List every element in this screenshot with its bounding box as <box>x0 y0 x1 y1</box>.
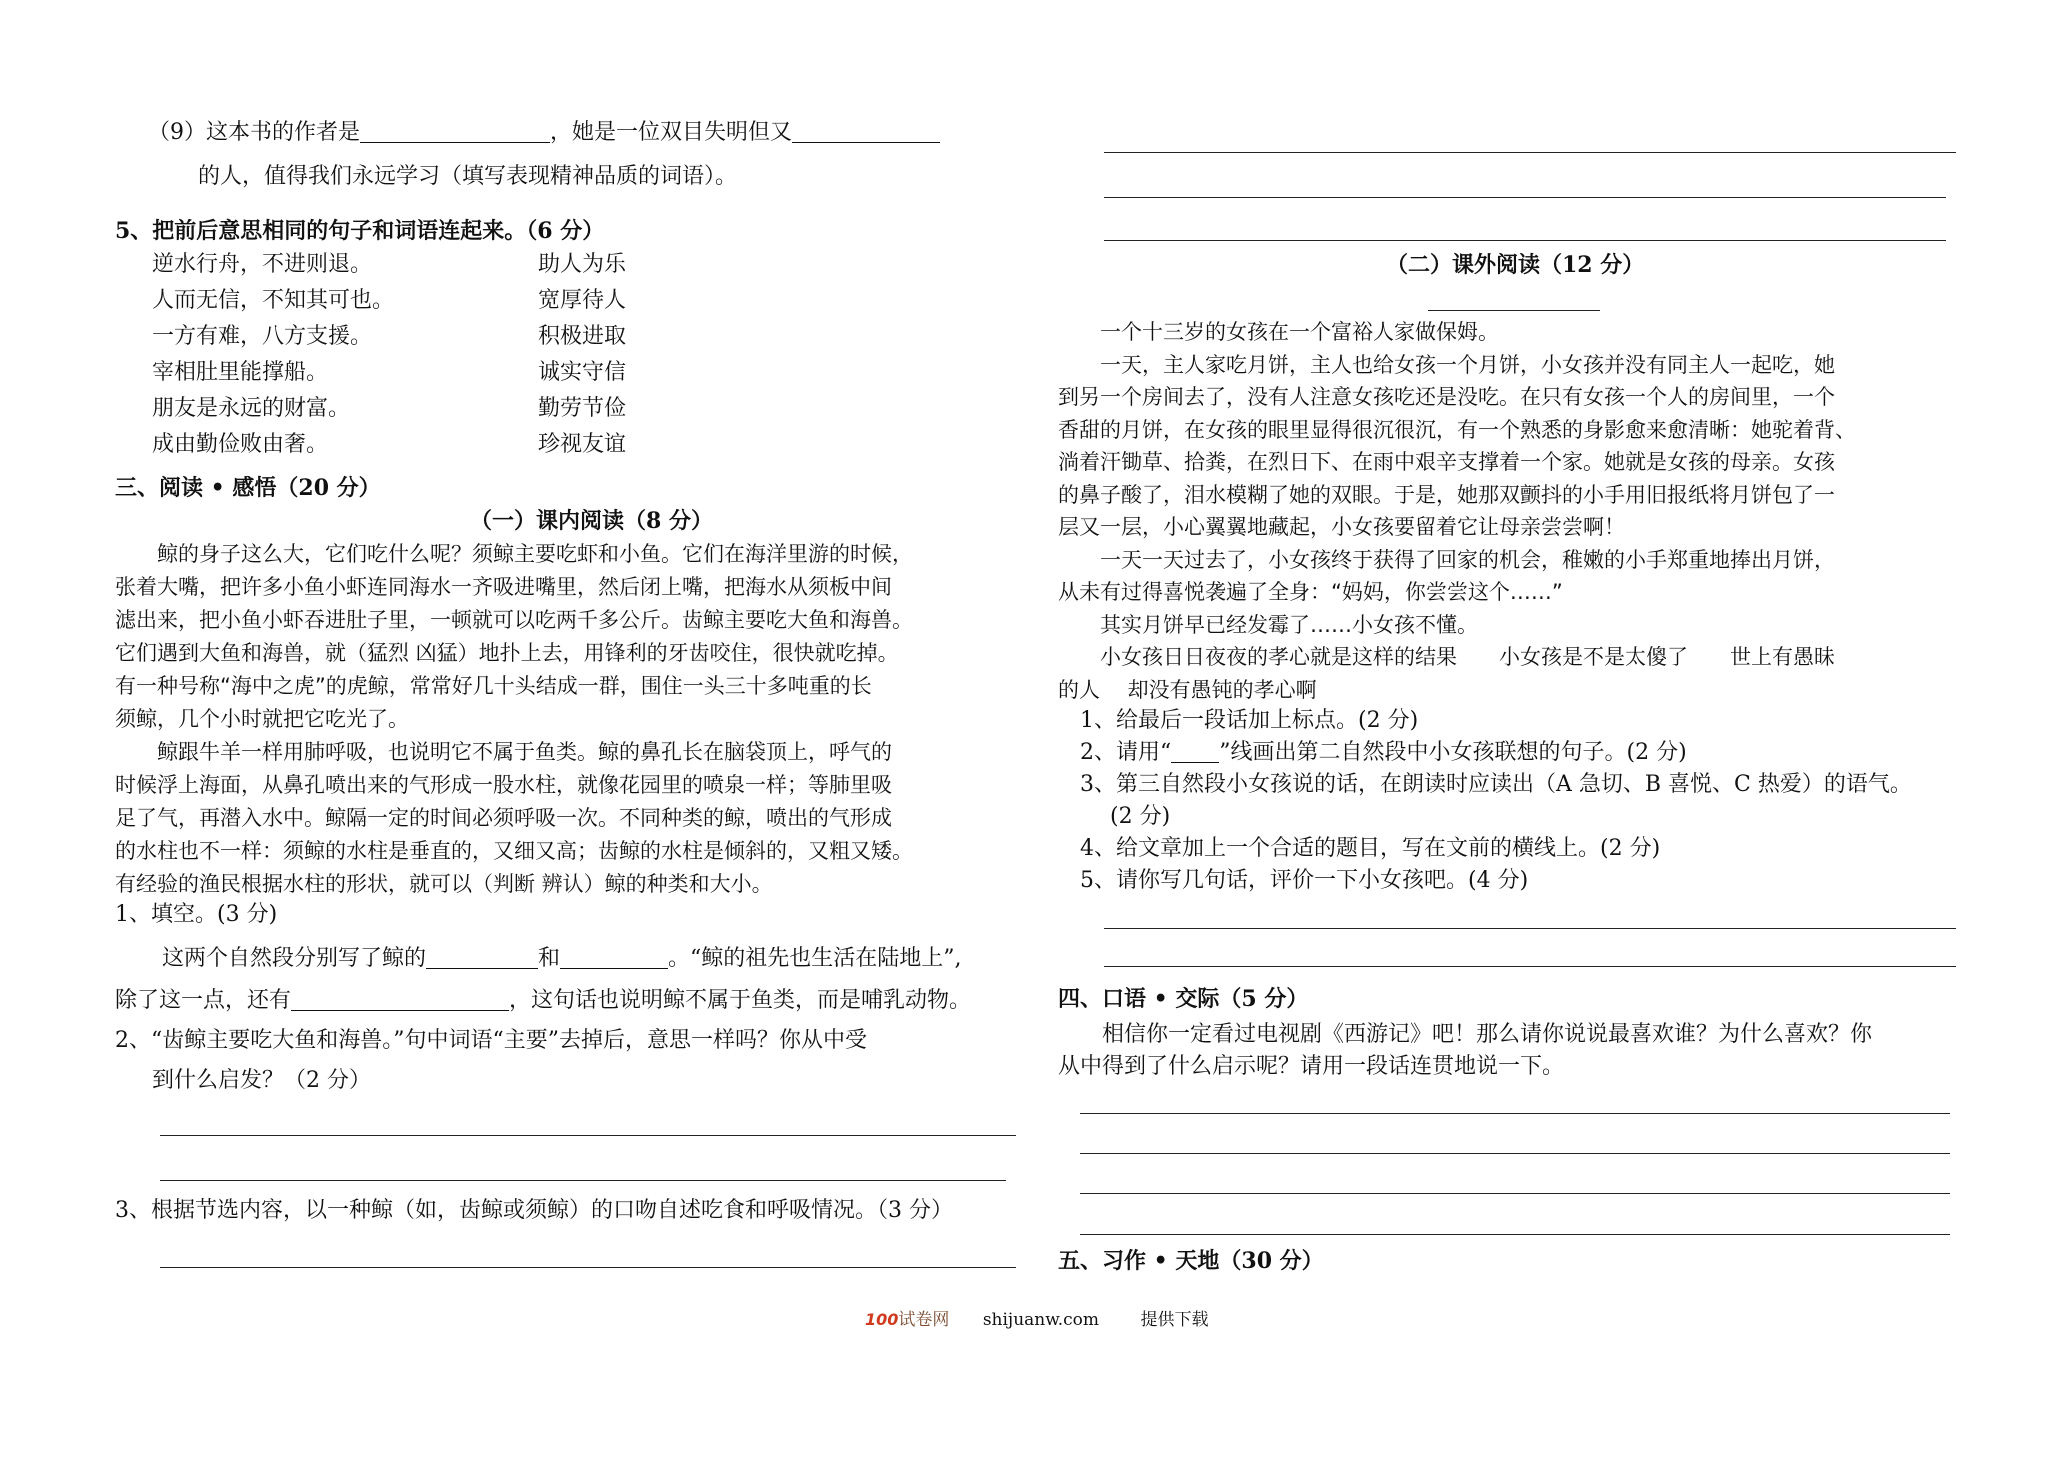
q5-phrase[interactable]: 珍视友谊 <box>538 432 627 457</box>
section-4-text-2: 从中得到了什么启示呢？请用一段话连贯地说一下。 <box>1058 1054 1565 1079</box>
q5-phrase[interactable]: 助人为乐 <box>538 252 627 277</box>
story-title-blank[interactable] <box>1428 310 1600 311</box>
q9-line-2: 的人，值得我们永远学习（填写表现精神品质的词语）。 <box>198 164 738 189</box>
q1-text-b: 和 <box>538 946 561 971</box>
story-line: 一天，主人家吃月饼，主人也给女孩一个月饼，小女孩并没有同主人一起吃，她 <box>1058 352 1835 377</box>
q2-line-1: 2、“齿鲸主要吃大鱼和海兽。”句中词语“主要”去掉后，意思一样吗？你从中受 <box>115 1028 867 1053</box>
q1-title: 1、填空。(3 分) <box>115 902 278 927</box>
story-line: 一个十三岁的女孩在一个富裕人家做保姆。 <box>1058 320 1499 344</box>
q5-phrase[interactable]: 勤劳节俭 <box>538 396 627 421</box>
q9-line-1 <box>148 120 940 144</box>
q5-phrase[interactable]: 诚实守信 <box>538 360 627 385</box>
subsection-2-title: （二）课外阅读（12 分） <box>1386 252 1645 278</box>
q5-sentence[interactable]: 宰相肚里能撑船。 <box>152 360 329 385</box>
r2-line <box>1080 742 1687 764</box>
q9-blank-quality[interactable] <box>792 120 940 143</box>
q1-blank-1[interactable] <box>426 946 538 969</box>
story-line: 其实月饼早已经发霉了……小女孩不懂。 <box>1058 612 1478 637</box>
q5-sentence[interactable]: 人而无信，不知其可也。 <box>152 288 395 313</box>
passage-line: 鲸的身子这么大，它们吃什么呢？须鲸主要吃虾和小鱼。它们在海洋里游的时候， <box>115 542 913 566</box>
passage-line: 有一种号称“海中之虎”的虎鲸，常常好几十头结成一群，围住一头三十多吨重的长 <box>115 674 872 698</box>
r1-text: 1、给最后一段话加上标点。(2 分) <box>1080 708 1419 733</box>
q1-blank-3[interactable] <box>291 988 509 1011</box>
r3-line-1: 3、第三自然段小女孩说的话，在朗读时应读出（A 急切、B 喜悦、C 热爱）的语气。 <box>1080 772 1912 797</box>
r2-underline-sample <box>1171 744 1219 763</box>
q9-text-a: （9）这本书的作者是 <box>148 120 360 145</box>
passage-line: 张着大嘴，把许多小鱼小虾连同海水一齐吸进嘴里，然后闭上嘴，把海水从须板中间 <box>115 575 892 599</box>
r5-answer-line-2[interactable] <box>1104 966 1956 967</box>
subsection-1-title: （一）课内阅读（8 分） <box>470 508 713 534</box>
s4-answer-line-3[interactable] <box>1080 1193 1950 1194</box>
q5-phrase[interactable]: 积极进取 <box>538 324 627 349</box>
passage-line: 时候浮上海面，从鼻孔喷出来的气形成一股水柱，就像花园里的喷泉一样；等肺里吸 <box>115 773 892 797</box>
passage-line: 的水柱也不一样：须鲸的水柱是垂直的，又细又高；齿鲸的水柱是倾斜的，又粗又矮。 <box>115 839 913 863</box>
q5-sentence[interactable]: 一方有难，八方支援。 <box>152 324 373 349</box>
section-4-title: 四、口语 • 交际（5 分） <box>1058 986 1309 1012</box>
q3-text: 3、根据节选内容，以一种鲸（如，齿鲸或须鲸）的口吻自述吃食和呼吸情况。（3 分） <box>115 1198 953 1223</box>
passage-line: 滤出来，把小鱼小虾吞进肚子里，一顿就可以吃两千多公斤。齿鲸主要吃大鱼和海兽。 <box>115 608 913 632</box>
section-3-title: 三、阅读 • 感悟（20 分） <box>115 475 381 501</box>
story-line: 到另一个房间去了，没有人注意女孩吃还是没吃。在只有女孩一个人的房间里，一个 <box>1058 385 1835 409</box>
q1-text-d: 除了这一点，还有 <box>115 988 292 1013</box>
q1-text-e: ，这句话也说明鲸不属于鱼类，而是哺乳动物。 <box>509 988 972 1013</box>
passage-line: 足了气，再潜入水中。鲸隔一定的时间必须呼吸一次。不同种类的鲸，喷出的气形成 <box>115 806 892 830</box>
r3-line-2: (2 分) <box>1110 804 1171 829</box>
q5-title: 5、把前后意思相同的句子和词语连起来。（6 分） <box>115 218 605 244</box>
story-line: 淌着汗锄草、拾粪，在烈日下、在雨中艰辛支撑着一个家。她就是女孩的母亲。女孩 <box>1058 450 1835 474</box>
q1-line-2 <box>115 988 971 1012</box>
section-5-title: 五、习作 • 天地（30 分） <box>1058 1248 1324 1274</box>
q1-text-c: 。“鲸的祖先也生活在陆地上”, <box>668 946 962 971</box>
r5-text: 5、请你写几句话，评价一下小女孩吧。(4 分) <box>1080 868 1529 893</box>
s4-answer-line-1[interactable] <box>1080 1113 1950 1114</box>
q2-answer-line-2[interactable] <box>160 1180 1006 1181</box>
section-4-text-1: 相信你一定看过电视剧《西游记》吧！那么请你说说最喜欢谁？为什么喜欢？你 <box>1058 1022 1873 1047</box>
r2-text-a: 2、请用“ <box>1080 740 1172 765</box>
prev-answer-line-2[interactable] <box>1104 197 1946 198</box>
story-line: 的人 却没有愚钝的孝心啊 <box>1058 677 1317 702</box>
passage-line: 鲸跟牛羊一样用肺呼吸，也说明它不属于鱼类。鲸的鼻孔长在脑袋顶上，呼气的 <box>115 740 892 764</box>
q1-line-1 <box>162 946 962 970</box>
q9-blank-author[interactable] <box>360 120 550 143</box>
q5-phrase[interactable]: 宽厚待人 <box>538 288 627 313</box>
story-line: 一天一天过去了，小女孩终于获得了回家的机会，稚嫩的小手郑重地捧出月饼， <box>1058 547 1835 572</box>
story-line: 小女孩日日夜夜的孝心就是这样的结果 小女孩是不是太傻了 世上有愚昧 <box>1058 645 1835 669</box>
q5-sentence[interactable]: 成由勤俭败由奢。 <box>152 432 329 457</box>
passage-line: 它们遇到大鱼和海兽，就（猛烈 凶猛）地扑上去，用锋利的牙齿咬住，很快就吃掉。 <box>115 641 899 665</box>
site-name: 试卷网 <box>898 1310 950 1330</box>
q2-answer-line-1[interactable] <box>160 1135 1016 1136</box>
story-line: 的鼻子酸了，泪水模糊了她的双眼。于是，她那双颤抖的小手用旧报纸将月饼包了一 <box>1058 482 1835 507</box>
r4-text: 4、给文章加上一个合适的题目，写在文前的横线上。(2 分) <box>1080 836 1661 861</box>
q2-line-2: 到什么启发？（2 分） <box>152 1068 371 1093</box>
s4-answer-line-2[interactable] <box>1080 1153 1950 1154</box>
q9-text-b: ，她是一位双目失明但又 <box>550 120 793 145</box>
site-domain[interactable]: shijuanw.com <box>982 1310 1100 1330</box>
q3-answer-line[interactable] <box>160 1267 1016 1268</box>
story-line: 从未有过得喜悦袭遍了全身：“妈妈，你尝尝这个……” <box>1058 580 1563 604</box>
prev-answer-line-1[interactable] <box>1104 152 1956 153</box>
q1-blank-2[interactable] <box>560 946 668 969</box>
site-logo: 100 <box>865 1310 899 1329</box>
story-line: 层又一层，小心翼翼地藏起，小女孩要留着它让母亲尝尝啊！ <box>1058 515 1625 539</box>
page-footer <box>865 1305 1208 1330</box>
r5-answer-line-1[interactable] <box>1104 928 1956 929</box>
r2-text-b: ”线画出第二自然段中小女孩联想的句子。(2 分) <box>1219 740 1687 765</box>
q5-sentence[interactable]: 逆水行舟，不进则退。 <box>152 252 373 277</box>
q5-sentence[interactable]: 朋友是永远的财富。 <box>152 396 351 421</box>
passage-line: 须鲸，几个小时就把它吃光了。 <box>115 707 409 731</box>
passage-line: 有经验的渔民根据水柱的形状，就可以（判断 辨认）鲸的种类和大小。 <box>115 872 773 896</box>
s4-answer-line-4[interactable] <box>1080 1234 1950 1235</box>
prev-answer-line-3[interactable] <box>1104 240 1946 241</box>
q1-text-a: 这两个自然段分别写了鲸的 <box>162 946 427 971</box>
footer-note: 提供下载 <box>1140 1310 1209 1330</box>
story-line: 香甜的月饼，在女孩的眼里显得很沉很沉，有一个熟悉的身影愈来愈清晰：她驼着背、 <box>1058 417 1856 442</box>
